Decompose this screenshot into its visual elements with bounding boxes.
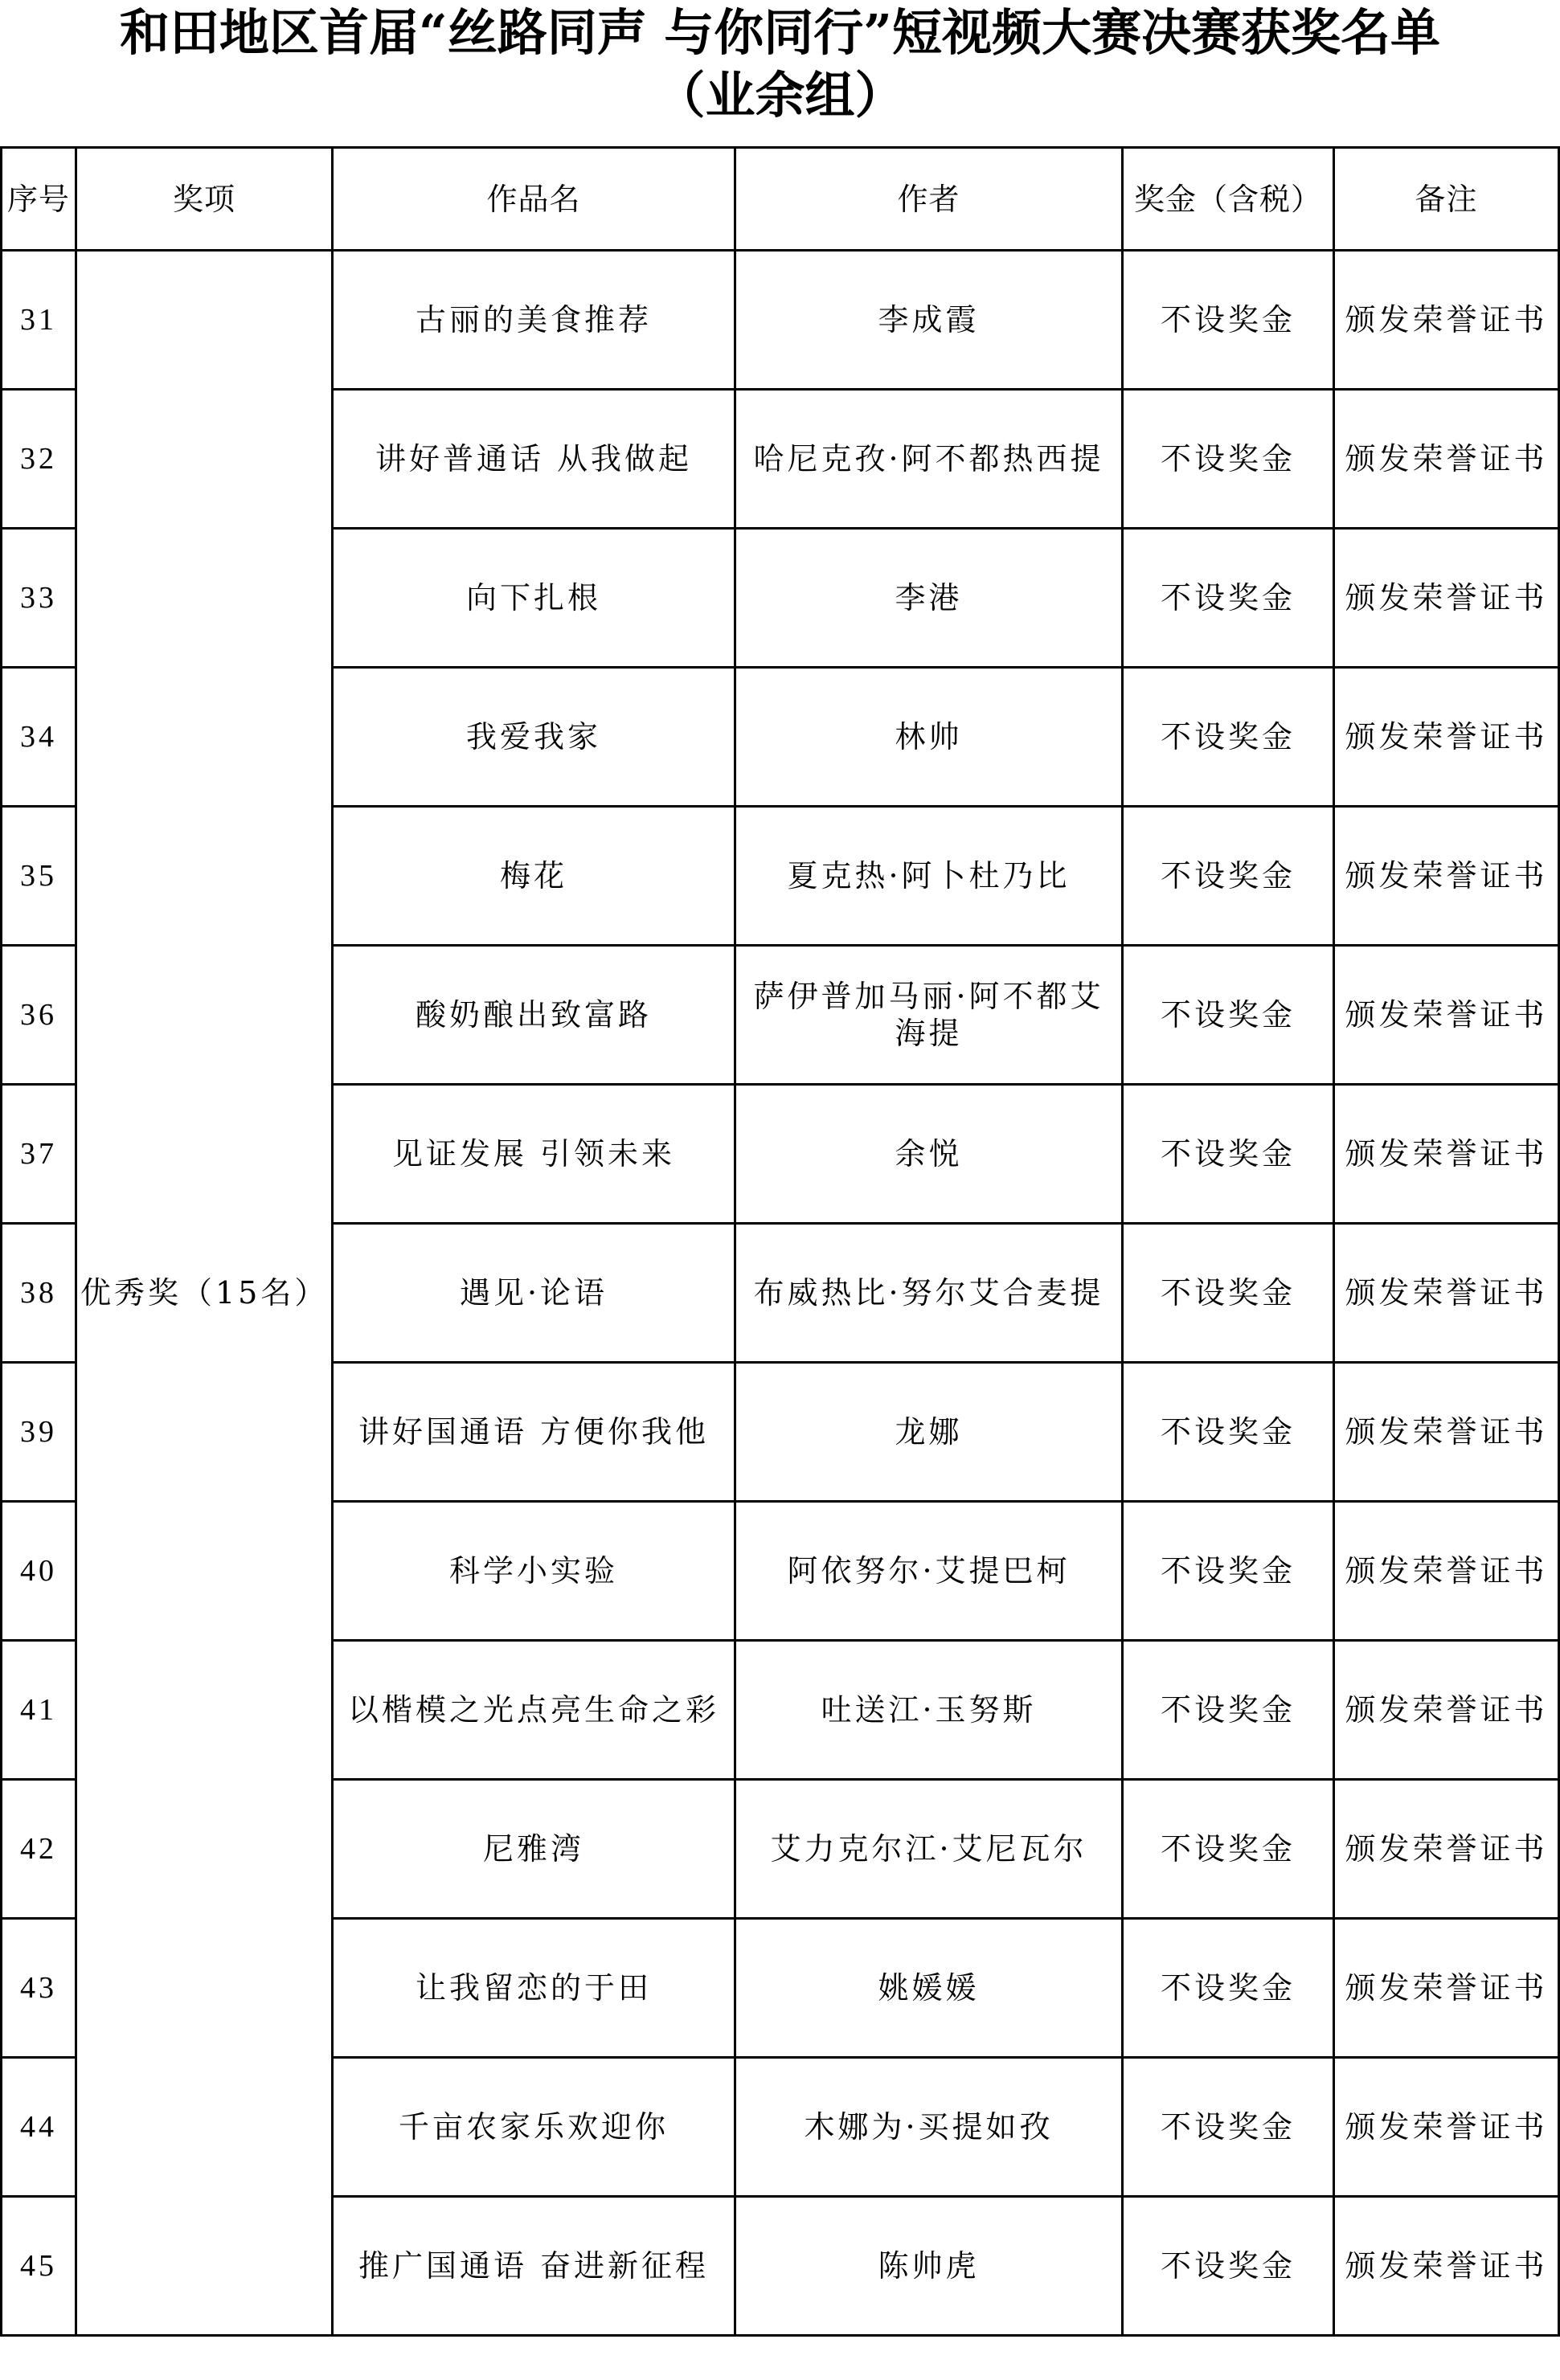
cell-prize: 不设奖金 (1123, 1363, 1334, 1502)
header-award: 奖项 (76, 148, 333, 251)
cell-remark: 颁发荣誉证书 (1334, 1502, 1559, 1641)
cell-prize: 不设奖金 (1123, 1224, 1334, 1363)
cell-remark: 颁发荣誉证书 (1334, 1780, 1559, 1919)
page-title: 和田地区首届“丝路同声 与你同行”短视频大赛决赛获奖名单 (120, 3, 1440, 62)
cell-work: 遇见·论语 (333, 1224, 735, 1363)
cell-work: 讲好普通话 从我做起 (333, 390, 735, 529)
cell-prize: 不设奖金 (1123, 529, 1334, 668)
cell-work: 科学小实验 (333, 1502, 735, 1641)
cell-prize: 不设奖金 (1123, 2197, 1334, 2336)
cell-author: 木娜为·买提如孜 (735, 2058, 1123, 2197)
cell-seq: 40 (2, 1502, 76, 1641)
cell-remark: 颁发荣誉证书 (1334, 1641, 1559, 1780)
cell-work: 尼雅湾 (333, 1780, 735, 1919)
cell-work: 古丽的美食推荐 (333, 251, 735, 390)
cell-work: 以楷模之光点亮生命之彩 (333, 1641, 735, 1780)
cell-work: 让我留恋的于田 (333, 1919, 735, 2058)
cell-prize: 不设奖金 (1123, 668, 1334, 807)
cell-remark: 颁发荣誉证书 (1334, 1085, 1559, 1224)
cell-seq: 35 (2, 807, 76, 946)
cell-author: 姚媛媛 (735, 1919, 1123, 2058)
cell-author: 布威热比·努尔艾合麦提 (735, 1224, 1123, 1363)
cell-author: 龙娜 (735, 1363, 1123, 1502)
cell-remark: 颁发荣誉证书 (1334, 2058, 1559, 2197)
header-seq: 序号 (2, 148, 76, 251)
cell-remark: 颁发荣誉证书 (1334, 807, 1559, 946)
cell-author: 余悦 (735, 1085, 1123, 1224)
cell-author: 哈尼克孜·阿不都热西提 (735, 390, 1123, 529)
cell-seq: 36 (2, 946, 76, 1085)
cell-remark: 颁发荣誉证书 (1334, 2197, 1559, 2336)
cell-prize: 不设奖金 (1123, 251, 1334, 390)
award-table (0, 146, 1560, 2337)
cell-seq: 45 (2, 2197, 76, 2336)
cell-seq: 39 (2, 1363, 76, 1502)
cell-prize: 不设奖金 (1123, 1502, 1334, 1641)
cell-remark: 颁发荣誉证书 (1334, 251, 1559, 390)
cell-remark: 颁发荣誉证书 (1334, 668, 1559, 807)
header-work: 作品名 (333, 148, 735, 251)
cell-work: 我爱我家 (333, 668, 735, 807)
cell-work: 见证发展 引领未来 (333, 1085, 735, 1224)
document-header (0, 0, 1560, 146)
cell-seq: 43 (2, 1919, 76, 2058)
table-body (2, 251, 1559, 2336)
cell-work: 推广国通语 奋进新征程 (333, 2197, 735, 2336)
cell-author: 阿依努尔·艾提巴柯 (735, 1502, 1123, 1641)
cell-prize: 不设奖金 (1123, 1919, 1334, 2058)
cell-prize: 不设奖金 (1123, 2058, 1334, 2197)
cell-seq: 44 (2, 2058, 76, 2197)
page-subtitle: （业余组） (655, 66, 905, 125)
header-author: 作者 (735, 148, 1123, 251)
cell-seq: 42 (2, 1780, 76, 1919)
cell-remark: 颁发荣誉证书 (1334, 1224, 1559, 1363)
cell-author: 李成霞 (735, 251, 1123, 390)
cell-prize: 不设奖金 (1123, 1780, 1334, 1919)
cell-author: 李港 (735, 529, 1123, 668)
cell-seq: 33 (2, 529, 76, 668)
cell-author: 林帅 (735, 668, 1123, 807)
cell-seq: 34 (2, 668, 76, 807)
cell-seq: 32 (2, 390, 76, 529)
table-header-row (2, 148, 1559, 251)
cell-work: 千亩农家乐欢迎你 (333, 2058, 735, 2197)
cell-seq: 41 (2, 1641, 76, 1780)
cell-author: 夏克热·阿卜杜乃比 (735, 807, 1123, 946)
cell-seq: 31 (2, 251, 76, 390)
cell-work: 讲好国通语 方便你我他 (333, 1363, 735, 1502)
cell-award-group: 优秀奖（15名） (76, 251, 333, 2336)
cell-author: 艾力克尔江·艾尼瓦尔 (735, 1780, 1123, 1919)
cell-prize: 不设奖金 (1123, 390, 1334, 529)
cell-prize: 不设奖金 (1123, 1641, 1334, 1780)
cell-author: 萨伊普加马丽·阿不都艾海提 (735, 946, 1123, 1085)
header-remark: 备注 (1334, 148, 1559, 251)
table-row (2, 251, 1559, 390)
cell-author: 吐送江·玉努斯 (735, 1641, 1123, 1780)
cell-work: 酸奶酿出致富路 (333, 946, 735, 1085)
cell-work: 梅花 (333, 807, 735, 946)
cell-remark: 颁发荣誉证书 (1334, 946, 1559, 1085)
cell-remark: 颁发荣誉证书 (1334, 529, 1559, 668)
cell-seq: 37 (2, 1085, 76, 1224)
cell-prize: 不设奖金 (1123, 807, 1334, 946)
cell-prize: 不设奖金 (1123, 1085, 1334, 1224)
cell-work: 向下扎根 (333, 529, 735, 668)
cell-prize: 不设奖金 (1123, 946, 1334, 1085)
cell-seq: 38 (2, 1224, 76, 1363)
cell-remark: 颁发荣誉证书 (1334, 1363, 1559, 1502)
header-prize: 奖金（含税） (1123, 148, 1334, 251)
cell-remark: 颁发荣誉证书 (1334, 390, 1559, 529)
cell-remark: 颁发荣誉证书 (1334, 1919, 1559, 2058)
cell-author: 陈帅虎 (735, 2197, 1123, 2336)
